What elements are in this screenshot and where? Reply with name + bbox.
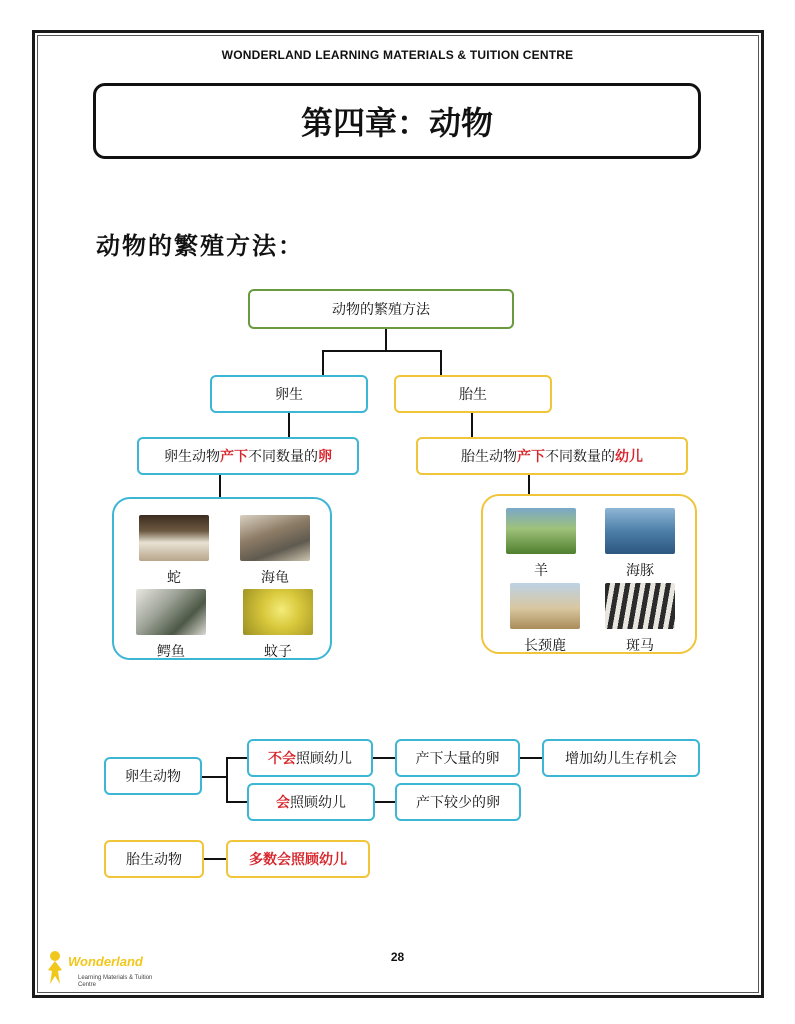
viviparous-label: 胎生 xyxy=(459,387,487,403)
flow-viviparous-box xyxy=(104,840,204,878)
flow-connector-branch-vertical xyxy=(226,757,228,802)
flow-most-care-box xyxy=(226,840,370,878)
snake-photo xyxy=(139,515,209,561)
flow-survival-box xyxy=(542,739,700,777)
flow-most-care-label: 多数会照顾幼儿 xyxy=(249,852,347,868)
connector-to-viviparous xyxy=(440,350,442,376)
animal-caption: 蛇 xyxy=(167,570,181,586)
page-number: 28 xyxy=(390,950,405,964)
oviparous-description-box xyxy=(137,437,359,475)
animal-caption: 鳄鱼 xyxy=(157,644,185,660)
oviparous-animals-group xyxy=(112,497,332,660)
animal-caption: 海豚 xyxy=(626,563,654,579)
flow-few-eggs-label: 产下较少的卵 xyxy=(416,795,500,811)
flow-care-rest: 照顾幼儿 xyxy=(290,795,346,811)
centre-header: WONDERLAND LEARNING MATERIALS & TUITION CENTRE xyxy=(221,48,574,62)
oviparous-label: 卵生 xyxy=(275,387,303,403)
animal-caption: 蚊子 xyxy=(264,644,292,660)
animal-giraffe xyxy=(505,583,585,655)
viviparous-animals-group xyxy=(481,494,697,654)
animal-mosquito xyxy=(238,589,318,661)
flow-connector-to-care xyxy=(226,801,248,803)
animal-caption: 长颈鹿 xyxy=(524,638,566,654)
ovi-desc-part-b: 产下 xyxy=(220,449,248,465)
connector-vivi-group xyxy=(528,475,530,495)
animal-sheep xyxy=(501,508,581,580)
flow-oviparous-label: 卵生动物 xyxy=(125,769,181,785)
flow-connector-to-no-care xyxy=(226,757,248,759)
flow-connector-no-care-to-many xyxy=(372,757,396,759)
logo-name: Wonderland xyxy=(68,954,143,969)
connector-ovi-group xyxy=(219,475,221,499)
animal-caption: 斑马 xyxy=(626,638,654,654)
flow-care-red: 会 xyxy=(276,795,290,811)
animal-crocodile xyxy=(131,589,211,661)
sheep-photo xyxy=(506,508,576,554)
connector-root-down xyxy=(385,327,387,351)
flow-oviparous-box xyxy=(104,757,202,795)
vivi-desc-part-b: 产下 xyxy=(517,449,545,465)
connector-ovi-desc xyxy=(288,412,290,438)
connector-to-oviparous xyxy=(322,350,324,376)
chapter-title: 第四章：动物 xyxy=(300,104,493,142)
ovi-desc-part-d: 卵 xyxy=(318,449,332,465)
flow-connector-many-to-survival xyxy=(519,757,543,759)
giraffe-photo xyxy=(510,583,580,629)
crocodile-photo xyxy=(136,589,206,635)
animal-caption: 羊 xyxy=(534,563,548,579)
flow-few-eggs-box xyxy=(395,783,521,821)
flow-survival-label: 增加幼儿生存机会 xyxy=(565,751,677,767)
section-heading: 动物的繁殖方法： xyxy=(96,231,304,260)
vivi-desc-part-d: 幼儿 xyxy=(615,449,643,465)
flow-care-box xyxy=(247,783,375,821)
sea-turtle-photo xyxy=(240,515,310,561)
animal-zebra xyxy=(600,583,680,655)
flow-no-care-red: 不会 xyxy=(268,751,296,767)
zebra-photo xyxy=(605,583,675,629)
vivi-desc-part-c: 不同数量的 xyxy=(545,449,615,465)
animal-snake xyxy=(134,515,214,587)
connector-vivi-desc xyxy=(471,412,473,438)
dolphin-photo xyxy=(605,508,675,554)
flow-many-eggs-label: 产下大量的卵 xyxy=(415,751,500,767)
flow-viviparous-label: 胎生动物 xyxy=(126,852,182,868)
logo-figure-icon xyxy=(44,950,66,986)
flow-many-eggs-box xyxy=(395,739,520,777)
animal-sea-turtle xyxy=(235,515,315,587)
tree-root-box xyxy=(248,289,514,329)
wonderland-logo xyxy=(44,948,154,992)
chapter-title-box xyxy=(93,83,701,159)
flow-connector-care-to-few xyxy=(374,801,396,803)
mosquito-photo xyxy=(243,589,313,635)
flow-no-care-box xyxy=(247,739,373,777)
flow-connector-vivi-to-most xyxy=(203,858,227,860)
flow-connector-ovi-out xyxy=(201,776,227,778)
ovi-desc-part-c: 不同数量的 xyxy=(248,449,318,465)
vivi-desc-part-a: 胎生动物 xyxy=(461,449,517,465)
viviparous-box xyxy=(394,375,552,413)
flow-no-care-rest: 照顾幼儿 xyxy=(296,751,352,767)
viviparous-description-box xyxy=(416,437,688,475)
logo-subtitle: Learning Materials & Tuition Centre xyxy=(78,975,153,988)
oviparous-box xyxy=(210,375,368,413)
animal-caption: 海龟 xyxy=(261,570,289,586)
ovi-desc-part-a: 卵生动物 xyxy=(164,449,220,465)
connector-root-horizontal xyxy=(322,350,442,352)
animal-dolphin xyxy=(600,508,680,580)
tree-root-label: 动物的繁殖方法 xyxy=(332,302,430,318)
